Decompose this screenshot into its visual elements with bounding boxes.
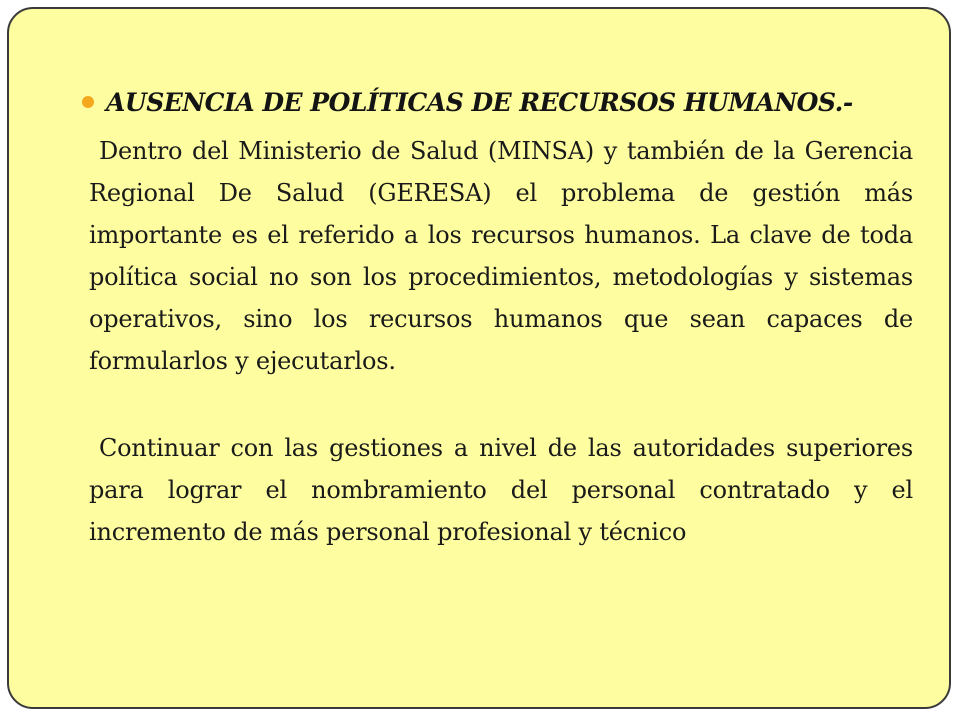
body-paragraph-2: Continuar con las gestiones a nivel de las autoridades superiores para lograr el nombramiento del personal contratado y el incremento de más personal profesional y técnico — [89, 434, 913, 546]
slide-panel — [7, 7, 951, 709]
bullet-dot-icon — [82, 96, 94, 108]
heading-row — [82, 79, 853, 125]
slide-heading: AUSENCIA DE POLÍTICAS DE RECURSOS HUMANOS.- — [106, 87, 853, 117]
body-paragraph-1: Dentro del Ministerio de Salud (MINSA) y también de la Gerencia Regional De Salud (GERESA) el problema de gestión más importante es el referido a los recursos humanos. La clave de toda política social no son los procedimientos, metodologías y sistemas operativos, sino los recursos humanos que sean capaces de formularlos y ejecutarlos. — [89, 137, 913, 375]
